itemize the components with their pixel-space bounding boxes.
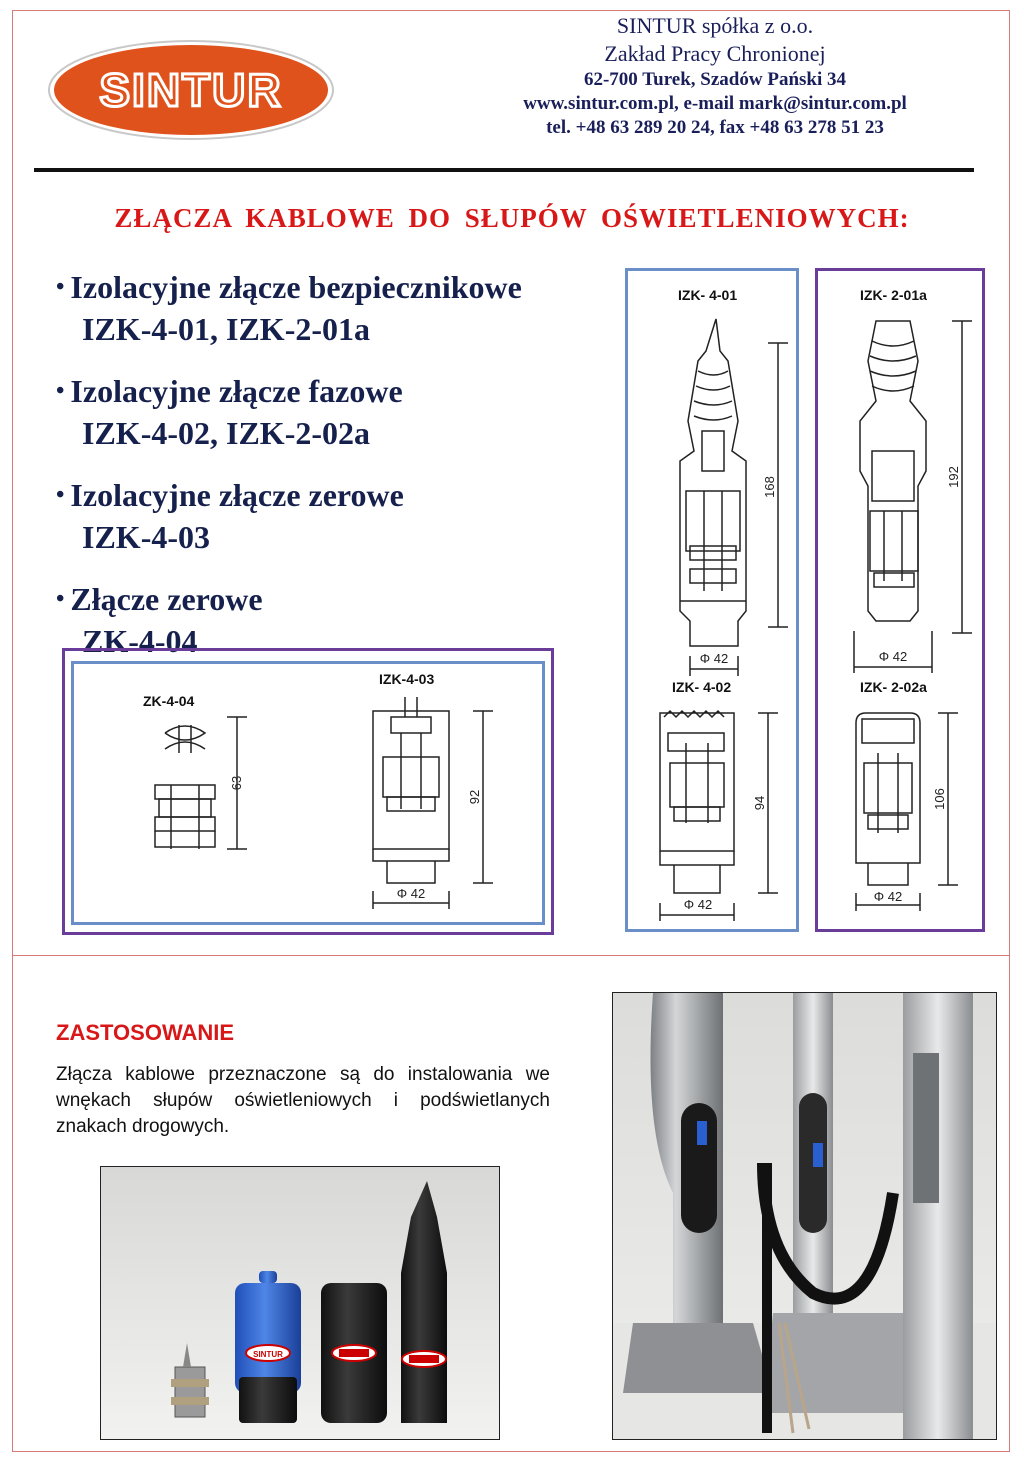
diameter-dimension: Φ 42 [878,649,908,664]
height-dimension: 106 [932,788,947,810]
blue-connector [235,1271,301,1423]
installation-photo [612,992,997,1440]
list-item [56,372,596,452]
drawing-label: IZK-4-03 [379,671,435,687]
height-dimension: 92 [467,789,482,805]
sintur-logo [46,38,336,142]
product-name: • Izolacyjne złącze bezpiecznikowe [56,268,596,310]
product-codes: IZK-4-02, IZK-2-02a [82,415,370,451]
application-heading: ZASTOSOWANIE [56,1020,235,1045]
product-list [56,268,596,684]
company-subtitle: Zakład Pracy Chronionej [604,41,826,66]
drawing-panel-izk4 [625,268,799,932]
izk201a-drawing [818,311,982,691]
logo-text: SINTUR [99,64,283,116]
height-dimension: 63 [229,775,244,791]
izk202a-drawing [818,703,982,933]
diameter-dimension: Φ 42 [699,651,729,666]
diameter-dimension: Φ 42 [396,886,426,901]
company-phone-fax: tel. +48 63 289 20 24, fax +48 63 278 51 23 [546,117,884,138]
product-name: • Izolacyjne złącze zerowe [56,476,596,518]
drawing-label: IZK- 2-02a [860,679,927,695]
drawing-label: IZK- 4-02 [672,679,732,695]
header-rule [34,168,974,172]
drawing-panel-zero [62,648,554,935]
drawing-panel-izk2 [815,268,985,932]
list-item [56,268,596,348]
company-address: 62-700 Turek, Szadów Pański 34 [583,69,847,90]
product-codes: IZK-4-03 [82,519,210,555]
diameter-dimension: Φ 42 [683,897,713,912]
drawing-label: IZK- 2-01a [860,287,927,303]
drawing-label: IZK- 4-01 [678,287,738,303]
company-header [470,12,960,140]
company-name: SINTUR spółka z o.o. [616,13,814,38]
height-dimension: 94 [752,795,767,811]
izk402-drawing [628,703,796,933]
izk403-drawing [361,693,521,923]
product-name: • Izolacyjne złącze fazowe [56,372,596,414]
product-codes: IZK-4-01, IZK-2-01a [82,311,370,347]
drawing-label: ZK-4-04 [143,693,195,709]
height-dimension: 168 [762,476,777,498]
zk404-drawing [135,713,335,913]
product-codes: ZK-4-04 [82,623,198,659]
izk401-drawing [628,311,796,691]
section-divider [12,955,1010,956]
photo-logo-text: SINTUR [253,1350,283,1359]
company-web-email[interactable]: www.sintur.com.pl, e-mail mark@sintur.com.pl [523,93,907,114]
product-name: • Złącze zerowe [56,580,596,622]
page-title: ZŁĄCZA KABLOWE DO SŁUPÓW OŚWIETLENIOWYCH: [114,203,910,233]
diameter-dimension: Φ 42 [873,889,903,904]
black-connector-short [321,1283,387,1423]
application-text: Złącza kablowe przeznaczone są do instalowania we wnękach słupów oświetleniowych i podświetlanych znakach drogowych. [56,1064,550,1137]
connectors-photo [100,1166,500,1440]
height-dimension: 192 [946,466,961,488]
list-item [56,476,596,556]
